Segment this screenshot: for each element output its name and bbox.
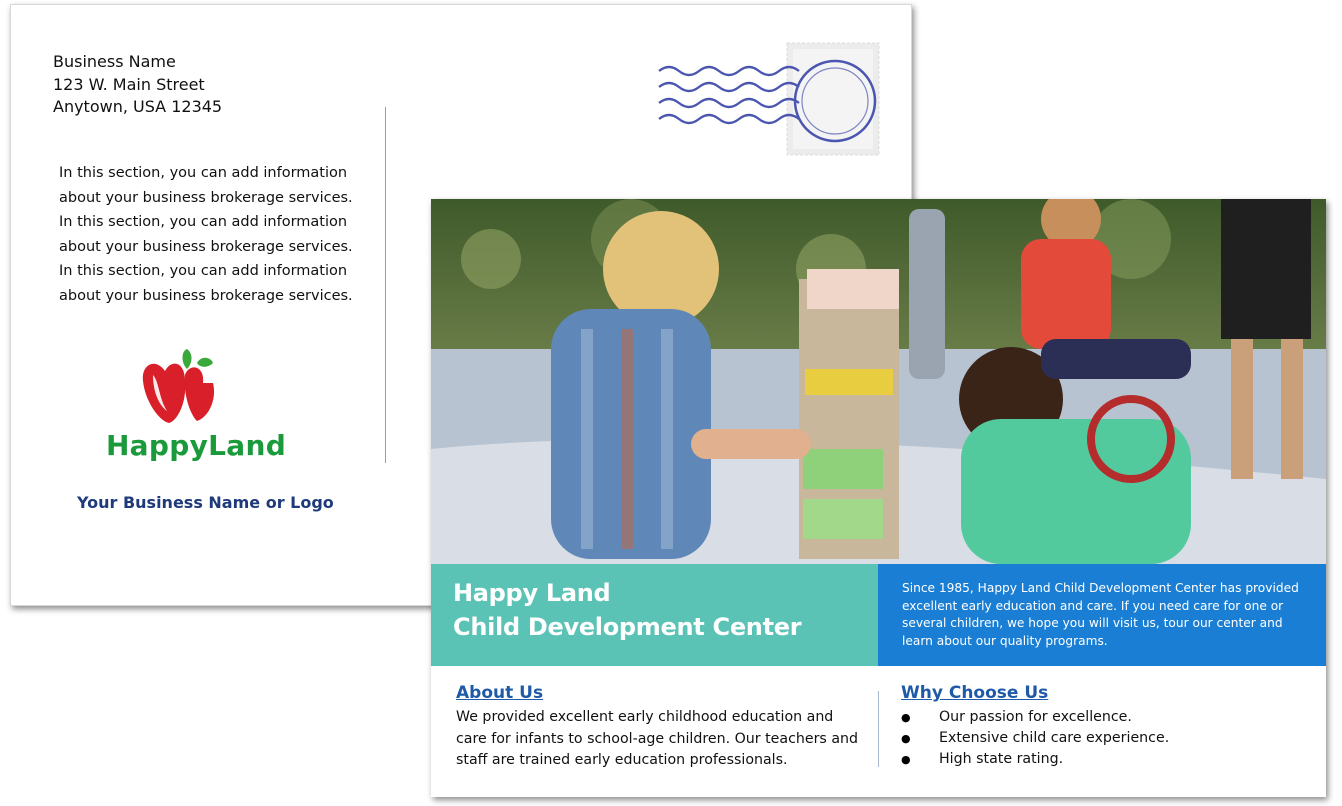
- why-list: [901, 707, 1301, 770]
- postage-stamp-icon: [647, 39, 883, 165]
- info-line: In this section, you can add information: [59, 263, 348, 279]
- postcard-front: [431, 199, 1326, 797]
- about-body: We provided excellent early childhood education and care for infants to school-age children. Our teachers and staff are trained early education professionals.: [456, 709, 859, 768]
- info-line: about your business brokerage services.: [59, 287, 353, 304]
- logo-wordmark: HappyLand: [105, 429, 287, 462]
- intro-text: Since 1985, Happy Land Child Development Center has provided excellent early education and care. If you need care for one or several children, we hope you will visit us, tour our center and learn about our quality programs.: [902, 581, 1299, 648]
- why-section: [901, 683, 1301, 770]
- list-item: ● Extensive child care experience.: [901, 728, 1301, 749]
- info-text: [59, 161, 359, 308]
- info-line: about your business brokerage services.: [59, 238, 353, 255]
- about-section: [456, 683, 866, 772]
- address-city: Anytown, USA 12345: [53, 97, 223, 116]
- intro-banner: [878, 564, 1326, 666]
- about-title: About Us: [456, 683, 544, 703]
- headline-line-1: Happy Land: [453, 579, 611, 607]
- children-playing-photo: [431, 199, 1326, 564]
- center-headline: [453, 576, 801, 644]
- headline-line-2: Child Development Center: [453, 613, 802, 641]
- photo-illustration: [431, 199, 1326, 564]
- front-divider: [878, 691, 879, 767]
- apple-icon: [101, 341, 301, 431]
- business-logo-caption: Your Business Name or Logo: [77, 493, 334, 512]
- address-street: 123 W. Main Street: [53, 74, 205, 94]
- info-line: about your business brokerage services.: [59, 189, 353, 206]
- info-line: In this section, you can add information: [59, 165, 348, 181]
- list-item: ● Our passion for excellence.: [901, 707, 1301, 728]
- info-line: In this section, you can add information: [59, 214, 348, 230]
- list-item: ● High state rating.: [901, 749, 1301, 770]
- address-business-name: Business Name: [53, 52, 176, 71]
- happyland-logo: [101, 341, 301, 481]
- back-divider: [385, 107, 386, 463]
- title-banner: [431, 564, 878, 666]
- return-address: [53, 51, 222, 119]
- why-title: Why Choose Us: [901, 683, 1049, 703]
